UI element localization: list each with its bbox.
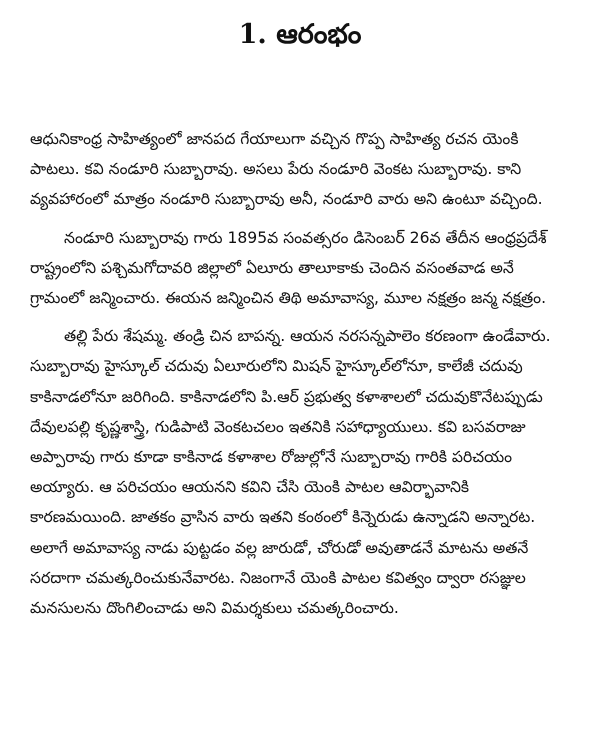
paragraph-birth: నండూరి సుబ్బారావు గారు 1895వ సంవత్సరం డిసెంబర్ 26వ తేదీన ఆంధ్రప్రదేశ్ రాష్ట్రంలోని పశ్చిమగోదావరి జిల్లాలో ఏలూరు తాలూకాకు చెందిన వసంతవాడ అనే గ్రామంలో జన్మించారు. ఈయన జన్మించిన తిథి అమావాస్య, మూల నక్షత్రం జన్మ నక్షత్రం. <box>30 228 547 308</box>
body-text <box>30 124 570 623</box>
chapter-title: 1. ఆరంభం <box>238 19 362 50</box>
paragraph-intro: ఆధునికాంధ్ర సాహిత్యంలో జానపద గేయాలుగా వచ్చిన గొప్ప సాహిత్య రచన యెంకి పాటలు. కవి నండూరి సుబ్బారావు. అసలు పేరు నండూరి వెంకట సుబ్బారావు. కాని వ్యవహారంలో మాత్రం నండూరి సుబ్బారావు అనీ, నండూరి వారు అని ఉంటూ వచ్చింది. <box>30 130 543 209</box>
paragraph-family: తల్లి పేరు శేషమ్మ. తండ్రి చిన బాపన్న. ఆయన నరసన్నపాలెం కరణంగా ఉండేవారు. సుబ్బారావు హైస్కూల్ చదువు ఏలూరులోని మిషన్ హైస్కూల్‌లోనూ, కాలేజీ చదువు కాకినాడలోనూ జరిగింది. కాకినాడలోని పి.ఆర్ ప్రభుత్వ కళాశాలలో చదువుకొనేటప్పుడు దేవులపల్లి కృష్ణశాస్త్రి, గుడిపాటి వెంకటచలం ఇతనికి సహాధ్యాయులు. కవి బసవరాజు అప్పారావు గారు కూడా కాకినాడ కళాశాల రోజుల్లోనే సుబ్బారావు గారికి పరిచయం అయ్యారు. ఆ పరిచయం ఆయనని కవిని చేసి యెంకి పాటల ఆవిర్భావానికి కారణమయింది. జాతకం వ్రాసిన వారు ఇతని కంఠంలో కిన్నెరుడు ఉన్నాడని అన్నారట. అలాగే అమావాస్య నాడు పుట్టడం వల్ల జారుడో, చోరుడో అవుతాడనే మాటను అతనే సరదాగా చమత్కరించుకునేవారట. నిజంగానే యెంకి పాటల కవిత్వం ద్వారా రసజ్ఞుల మనసులను దొంగిలించాడు అని విమర్శకులు చమత్కరించారు. <box>30 327 551 618</box>
